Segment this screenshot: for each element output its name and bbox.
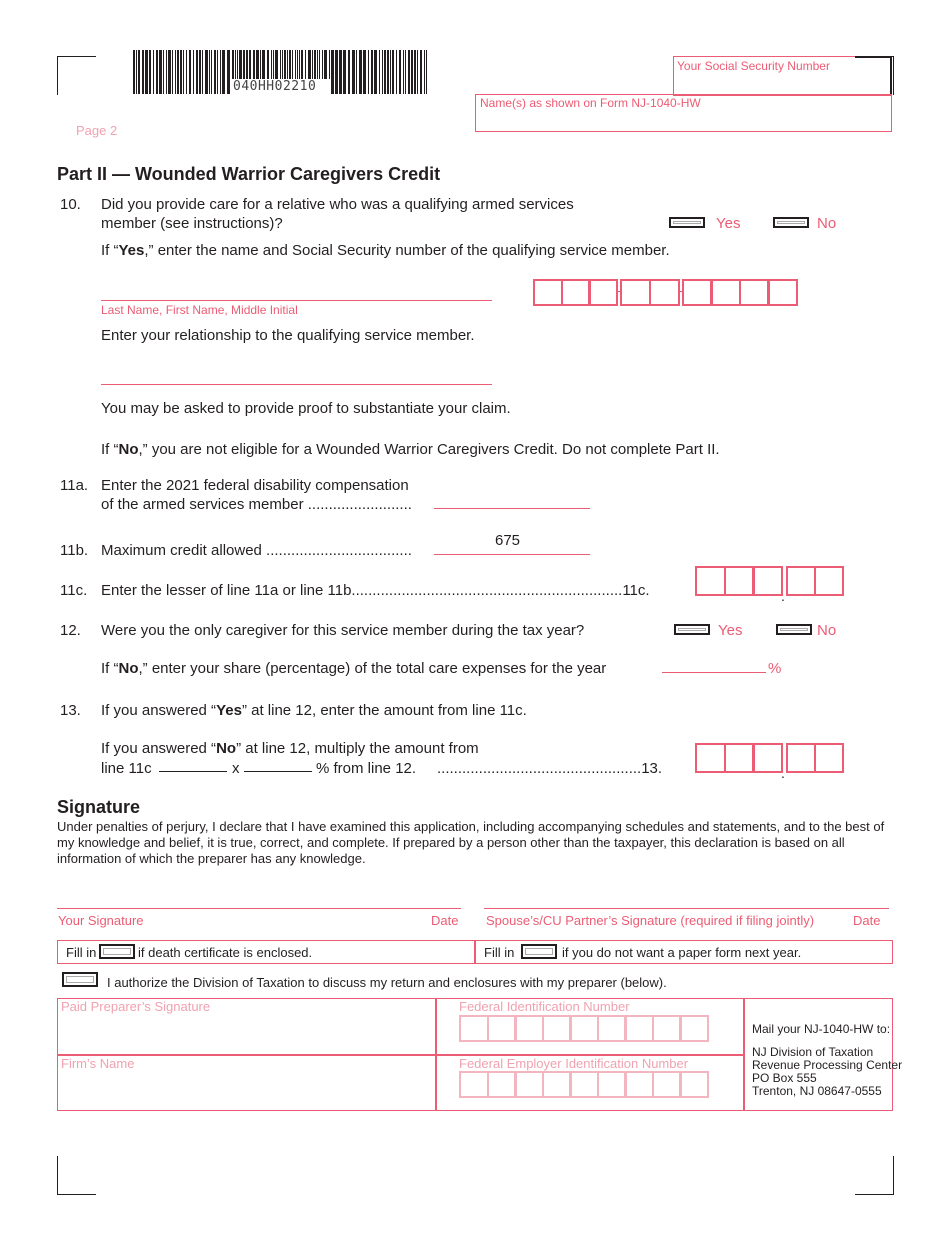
barcode-bar bbox=[138, 50, 140, 94]
barcode-bar bbox=[163, 50, 164, 94]
line-12-percent-field[interactable] bbox=[662, 672, 766, 673]
barcode-bar bbox=[186, 50, 187, 94]
barcode-bar bbox=[209, 50, 210, 94]
corner-mark-top-left bbox=[57, 56, 96, 95]
barcode-bar bbox=[396, 50, 397, 94]
barcode-bar bbox=[331, 50, 334, 94]
barcode-bar bbox=[175, 50, 176, 94]
barcode-bar bbox=[359, 50, 362, 94]
name-caption: Last Name, First Name, Middle Initial bbox=[101, 303, 298, 317]
line-12-if-no: If “No,” enter your share (percentage) of the total care expenses for the year bbox=[101, 660, 607, 677]
no-paper-fill-label: Fill in bbox=[484, 945, 515, 960]
line-13-calc-label-2: % from line 12. bbox=[316, 760, 417, 777]
barcode-bar bbox=[426, 50, 427, 94]
barcode-bar bbox=[363, 50, 366, 94]
death-cert-checkbox[interactable] bbox=[99, 944, 135, 959]
preparer-divider-2 bbox=[743, 998, 745, 1111]
barcode-bar bbox=[387, 50, 389, 94]
mail-line-2: Revenue Processing Center bbox=[752, 1058, 903, 1072]
ssn-field-corner-side bbox=[890, 56, 892, 94]
line-13-times: x bbox=[232, 760, 240, 777]
line-12-yes-checkbox[interactable] bbox=[674, 624, 710, 635]
service-member-name-field[interactable] bbox=[101, 300, 492, 301]
barcode-text: 040HH02210 bbox=[233, 79, 317, 94]
barcode-bar bbox=[384, 50, 386, 94]
signature-title: Signature bbox=[57, 797, 141, 817]
proof-note: You may be asked to provide proof to substantiate your claim. bbox=[101, 400, 511, 417]
no-paper-checkbox[interactable] bbox=[521, 944, 557, 959]
barcode-bar bbox=[196, 50, 198, 94]
ssn-field-corner bbox=[855, 56, 891, 58]
line-10-yes-checkbox[interactable] bbox=[669, 217, 705, 228]
barcode-bar bbox=[217, 50, 218, 94]
line-11c-amount-boxes[interactable] bbox=[695, 566, 844, 596]
line-13-amount-boxes[interactable] bbox=[695, 743, 844, 773]
barcode-bar bbox=[202, 50, 203, 94]
barcode-bar bbox=[211, 50, 212, 94]
spouse-signature-field[interactable] bbox=[484, 908, 889, 909]
line-11a-field[interactable] bbox=[434, 508, 590, 509]
barcode-bar bbox=[371, 50, 373, 94]
barcode-bar bbox=[420, 50, 422, 94]
page-label: Page 2 bbox=[76, 123, 118, 138]
line-13-amount-field[interactable] bbox=[159, 771, 227, 772]
preparer-signature-label: Paid Preparer’s Signature bbox=[61, 999, 211, 1014]
line-13-if-no: If you answered “No” at line 12, multiply the amount from bbox=[101, 740, 479, 757]
authorize-checkbox[interactable] bbox=[62, 972, 98, 987]
line-10-question: Did you provide care for a relative who was a qualifying armed services member (see instructions)? bbox=[101, 196, 574, 232]
barcode-bar bbox=[352, 50, 355, 94]
line-11b-field bbox=[434, 554, 590, 555]
ssn-label: Your Social Security Number bbox=[677, 59, 830, 73]
barcode-bar bbox=[379, 50, 380, 94]
mail-address bbox=[752, 1046, 902, 1098]
line-13-calc-label-1: line 11c bbox=[101, 760, 152, 777]
barcode-bar bbox=[417, 50, 418, 94]
declaration-text: Under penalties of perjury, I declare that I have examined this application, including accompanying schedules and statements, and to the best of my knowledge and belief, it is true, correct, and complete. If prepared by a person other than the taxpayer, this declaration is based on all information of which the preparer has any knowledge. bbox=[57, 819, 885, 866]
line-13-percent-field[interactable] bbox=[244, 771, 312, 772]
fein-label: Federal Employer Identification Number bbox=[459, 1056, 689, 1071]
relationship-prompt: Enter your relationship to the qualifying service member. bbox=[101, 327, 475, 344]
barcode-bar bbox=[133, 50, 135, 94]
names-label: Name(s) as shown on Form NJ-1040-HW bbox=[480, 96, 701, 110]
your-signature-field[interactable] bbox=[57, 908, 461, 909]
mail-line-1: NJ Division of Taxation bbox=[752, 1045, 874, 1059]
barcode-bar bbox=[348, 50, 350, 94]
barcode-bar bbox=[403, 50, 404, 94]
firm-name-label: Firm’s Name bbox=[61, 1056, 135, 1071]
barcode-bar bbox=[142, 50, 144, 94]
barcode-bar bbox=[156, 50, 158, 94]
barcode-bar bbox=[145, 50, 148, 94]
fed-id-label: Federal Identification Number bbox=[459, 999, 630, 1014]
line-13-number: 13. bbox=[60, 702, 81, 719]
barcode-bar bbox=[166, 50, 167, 94]
barcode-bar bbox=[339, 50, 342, 94]
barcode-bar bbox=[335, 50, 338, 94]
barcode-bar bbox=[153, 50, 154, 94]
barcode-bar bbox=[183, 50, 184, 94]
barcode-bar bbox=[168, 50, 171, 94]
line-11c-decimal: . bbox=[781, 588, 785, 604]
barcode-bar bbox=[411, 50, 413, 94]
barcode-bar bbox=[343, 50, 346, 94]
barcode-bar bbox=[227, 50, 230, 94]
barcode-bar bbox=[199, 50, 201, 94]
barcode-bar bbox=[382, 50, 383, 94]
line-11c-number: 11c. bbox=[60, 582, 88, 599]
barcode-bar bbox=[392, 50, 394, 94]
mail-title: Mail your NJ-1040-HW to: bbox=[752, 1022, 891, 1036]
fill-in-divider bbox=[474, 940, 476, 964]
barcode-bar bbox=[356, 50, 357, 94]
barcode-bar bbox=[189, 50, 191, 94]
spouse-signature-date-label: Date bbox=[853, 913, 881, 928]
barcode-bar bbox=[149, 50, 151, 94]
barcode-bar bbox=[405, 50, 406, 94]
line-11b-text: Maximum credit allowed ................................... bbox=[101, 542, 412, 559]
barcode-bar bbox=[399, 50, 401, 94]
corner-mark-bottom-left bbox=[57, 1156, 96, 1195]
barcode-bar bbox=[222, 50, 225, 94]
barcode-bar bbox=[172, 50, 173, 94]
service-member-ssn-boxes[interactable] bbox=[533, 279, 798, 306]
barcode-bar bbox=[193, 50, 194, 94]
fed-id-boxes[interactable] bbox=[459, 1015, 709, 1042]
authorize-text: I authorize the Division of Taxation to discuss my return and enclosures with my preparer (below). bbox=[107, 975, 667, 990]
line-12-text: Were you the only caregiver for this service member during the tax year? bbox=[101, 622, 585, 639]
fein-boxes[interactable] bbox=[459, 1071, 709, 1098]
line-10-if-no: If “No,” you are not eligible for a Wounded Warrior Caregivers Credit. Do not complete Part II. bbox=[101, 441, 720, 458]
line-10-no-label: No bbox=[817, 215, 837, 232]
barcode-bar bbox=[390, 50, 391, 94]
line-13-decimal: . bbox=[781, 765, 785, 781]
line-10-no-checkbox[interactable] bbox=[773, 217, 809, 228]
corner-mark-bottom-right bbox=[855, 1156, 894, 1195]
line-11a-number: 11a. bbox=[60, 477, 89, 494]
relationship-field[interactable] bbox=[101, 384, 492, 385]
barcode-bar bbox=[368, 50, 369, 94]
line-11b-number: 11b. bbox=[60, 542, 89, 559]
barcode-bar bbox=[205, 50, 208, 94]
line-12-no-checkbox[interactable] bbox=[776, 624, 812, 635]
death-cert-fill-label: Fill in bbox=[66, 945, 97, 960]
line-12-yes-label: Yes bbox=[718, 622, 743, 639]
line-11c-text: Enter the lesser of line 11a or line 11b.................................................................11c. bbox=[101, 582, 650, 599]
line-10-if-yes: If “Yes,” enter the name and Social Security number of the qualifying service member. bbox=[101, 242, 670, 259]
barcode-bar bbox=[214, 50, 216, 94]
line-13-leader: .................................................13. bbox=[437, 760, 663, 777]
line-12-number: 12. bbox=[60, 622, 81, 639]
death-cert-text: if death certificate is enclosed. bbox=[138, 945, 313, 960]
barcode-bar bbox=[414, 50, 416, 94]
line-11b-value: 675 bbox=[495, 532, 521, 549]
mail-line-3: PO Box 555 bbox=[752, 1071, 817, 1085]
line-10-yes-label: Yes bbox=[716, 215, 741, 232]
mail-line-4: Trenton, NJ 08647-0555 bbox=[752, 1084, 882, 1098]
barcode-bar bbox=[408, 50, 410, 94]
line-11a-text: Enter the 2021 federal disability compensation of the armed services member ......................... bbox=[101, 477, 412, 513]
barcode-bar bbox=[177, 50, 179, 94]
line-12-percent-sign: % bbox=[768, 660, 782, 677]
barcode-bar bbox=[159, 50, 162, 94]
part-title: Part II — Wounded Warrior Caregivers Credit bbox=[57, 164, 441, 184]
barcode-bar bbox=[374, 50, 377, 94]
your-signature-label: Your Signature bbox=[58, 913, 144, 928]
barcode-bar bbox=[180, 50, 182, 94]
spouse-signature-label: Spouse’s/CU Partner’s Signature (required if filing jointly) bbox=[486, 913, 815, 928]
barcode-bar bbox=[220, 50, 221, 94]
line-12-no-label: No bbox=[817, 622, 837, 639]
no-paper-text: if you do not want a paper form next year. bbox=[562, 945, 802, 960]
your-signature-date-label: Date bbox=[431, 913, 459, 928]
line-13-if-yes: If you answered “Yes” at line 12, enter the amount from line 11c. bbox=[101, 702, 527, 719]
barcode-bar bbox=[424, 50, 425, 94]
line-10-number: 10. bbox=[60, 196, 81, 213]
barcode-bar bbox=[136, 50, 137, 94]
